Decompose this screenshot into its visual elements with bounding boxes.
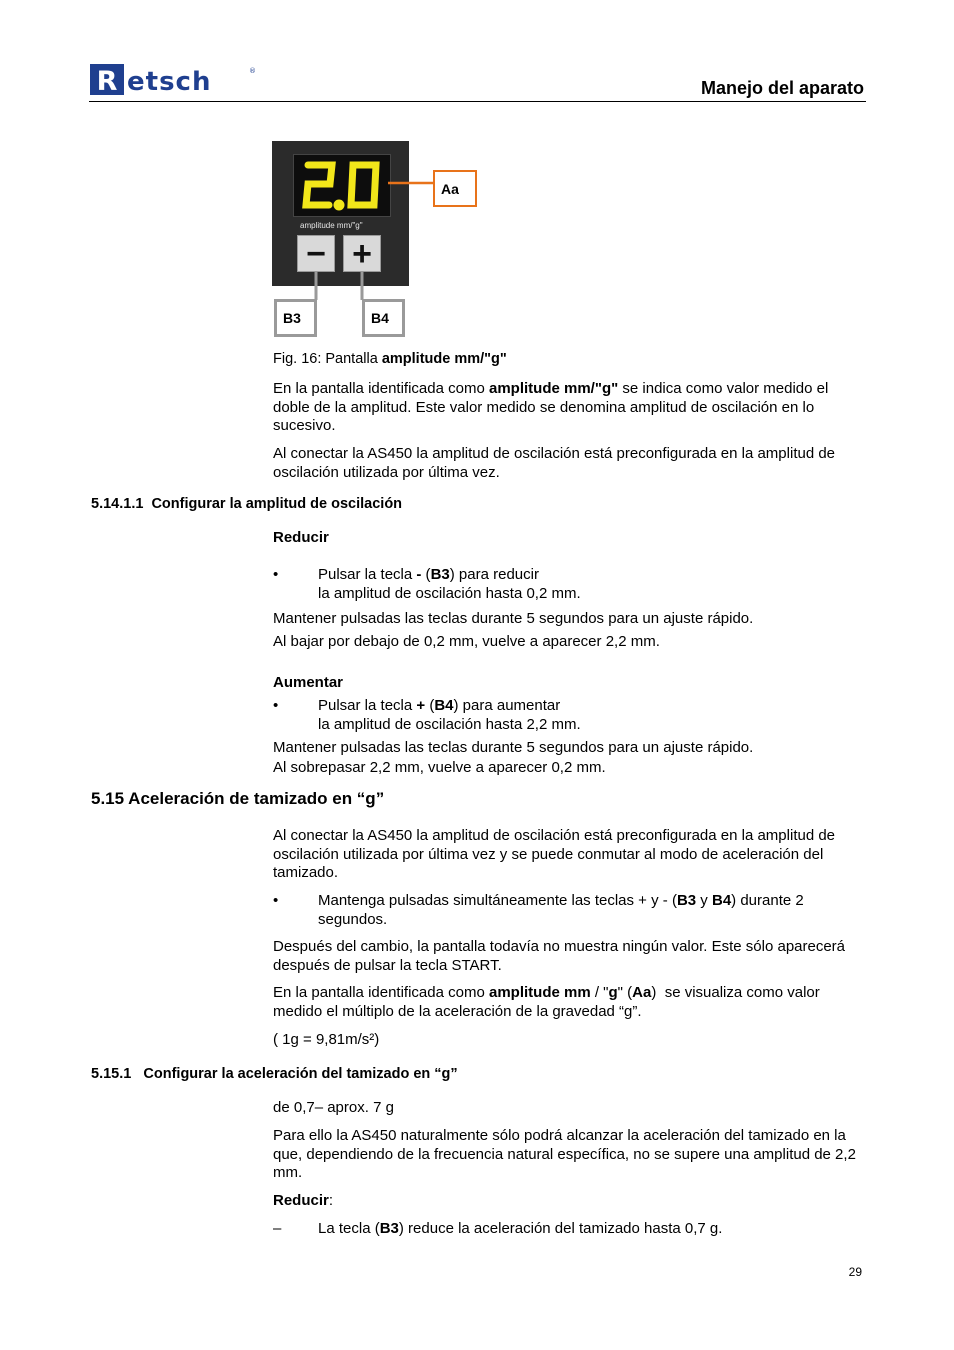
gravity-formula: ( 1g = 9,81m/s²) [273, 1031, 380, 1048]
heading-5-15: 5.15 Aceleración de tamizado en “g” [91, 789, 385, 808]
s515-paragraph-2: Después del cambio, la pantalla todavía no muestra ningún valor. Este sólo aparecerá después de pulsar la tecla START. [273, 938, 846, 974]
aumentar-title: Aumentar [273, 674, 344, 691]
fast-adjust-1: Mantener pulsadas las teclas durante 5 segundos para un ajuste rápido. [273, 610, 754, 627]
section-title: Manejo del aparato [700, 78, 864, 98]
bullet-mark: • [273, 566, 279, 583]
s5151-dash-text: La tecla (B3) reduce la aceleración del tamizado hasta 0,7 g. [318, 1220, 723, 1237]
reducir-bullet-text: Pulsar la tecla - (B3) para reducir la amplitud de oscilación hasta 0,2 mm. [318, 566, 581, 602]
svg-text:®: ® [249, 67, 256, 75]
plus-icon: + [352, 234, 372, 273]
panel-label: amplitude mm/"g" [300, 221, 363, 230]
s5151-dash-item [0, 1220, 954, 1242]
heading-5-15-1: 5.15.1 Configurar la aceleración del tamizado en “g” [91, 1066, 458, 1082]
callout-lines [0, 0, 954, 350]
bullet-mark: • [273, 892, 279, 909]
above-limit-note: Al sobrepasar 2,2 mm, vuelve a aparecer 0,2 mm. [273, 759, 606, 776]
callout-b4: B4 [362, 299, 405, 337]
aumentar-bullet-text: Pulsar la tecla + (B4) para aumentar la amplitud de oscilación hasta 2,2 mm. [318, 697, 581, 733]
fast-adjust-2: Mantener pulsadas las teclas durante 5 segundos para un ajuste rápido. [273, 739, 754, 756]
s515-paragraph-3: En la pantalla identificada como amplitude mm / "g" (Aa) se visualiza como valor medido el múltiplo de la aceleración de la gravedad “g”. [273, 984, 824, 1020]
intro-paragraph-1: En la pantalla identificada como amplitude mm/"g" se indica como valor medido el doble de la amplitud. Este valor medido se denomina amplitud de oscilación en lo sucesivo. [273, 380, 829, 434]
heading-5-14-1-1: 5.14.1.1 Configurar la amplitud de oscilación [91, 496, 403, 512]
bullet-mark: • [273, 697, 279, 714]
s515-bullet-text: Mantenga pulsadas simultáneamente las teclas + y - (B3 y B4) durante 2 segundos. [318, 892, 804, 928]
minus-icon: − [306, 234, 326, 273]
below-limit-note: Al bajar por debajo de 0,2 mm, vuelve a aparecer 2,2 mm. [273, 633, 660, 650]
svg-text:etsch: etsch [127, 67, 212, 97]
svg-text:R: R [96, 66, 118, 97]
s515-paragraph-1: Al conectar la AS450 la amplitud de oscilación está preconfigurada en la amplitud de oscilación utilizada por última vez y se puede conmutar al modo de aceleración del tamizado. [273, 827, 836, 881]
s5151-range: de 0,7– aprox. 7 g [273, 1099, 394, 1116]
callout-aa: Aa [433, 170, 477, 207]
callout-b3: B3 [274, 299, 317, 337]
intro-paragraph-2: Al conectar la AS450 la amplitud de oscilación está preconfigurada en la amplitud de oscilación utilizada por última vez. [273, 445, 836, 481]
dash-mark: – [273, 1220, 282, 1237]
s5151-paragraph-2: Para ello la AS450 naturalmente sólo podrá alcanzar la aceleración del tamizado en la que, dependiendo de la frecuencia natural específica, no se supere una amplitud de 2,2 mm. [273, 1127, 856, 1181]
s515-bullet [0, 892, 954, 932]
s5151-reducir-title: Reducir: [273, 1192, 334, 1209]
aumentar-bullet [0, 697, 954, 737]
figure-caption: Fig. 16: Pantalla amplitude mm/"g" [273, 351, 507, 367]
reducir-bullet [0, 566, 954, 606]
page-number: 29 [848, 1265, 862, 1279]
reducir-title: Reducir [273, 529, 329, 546]
